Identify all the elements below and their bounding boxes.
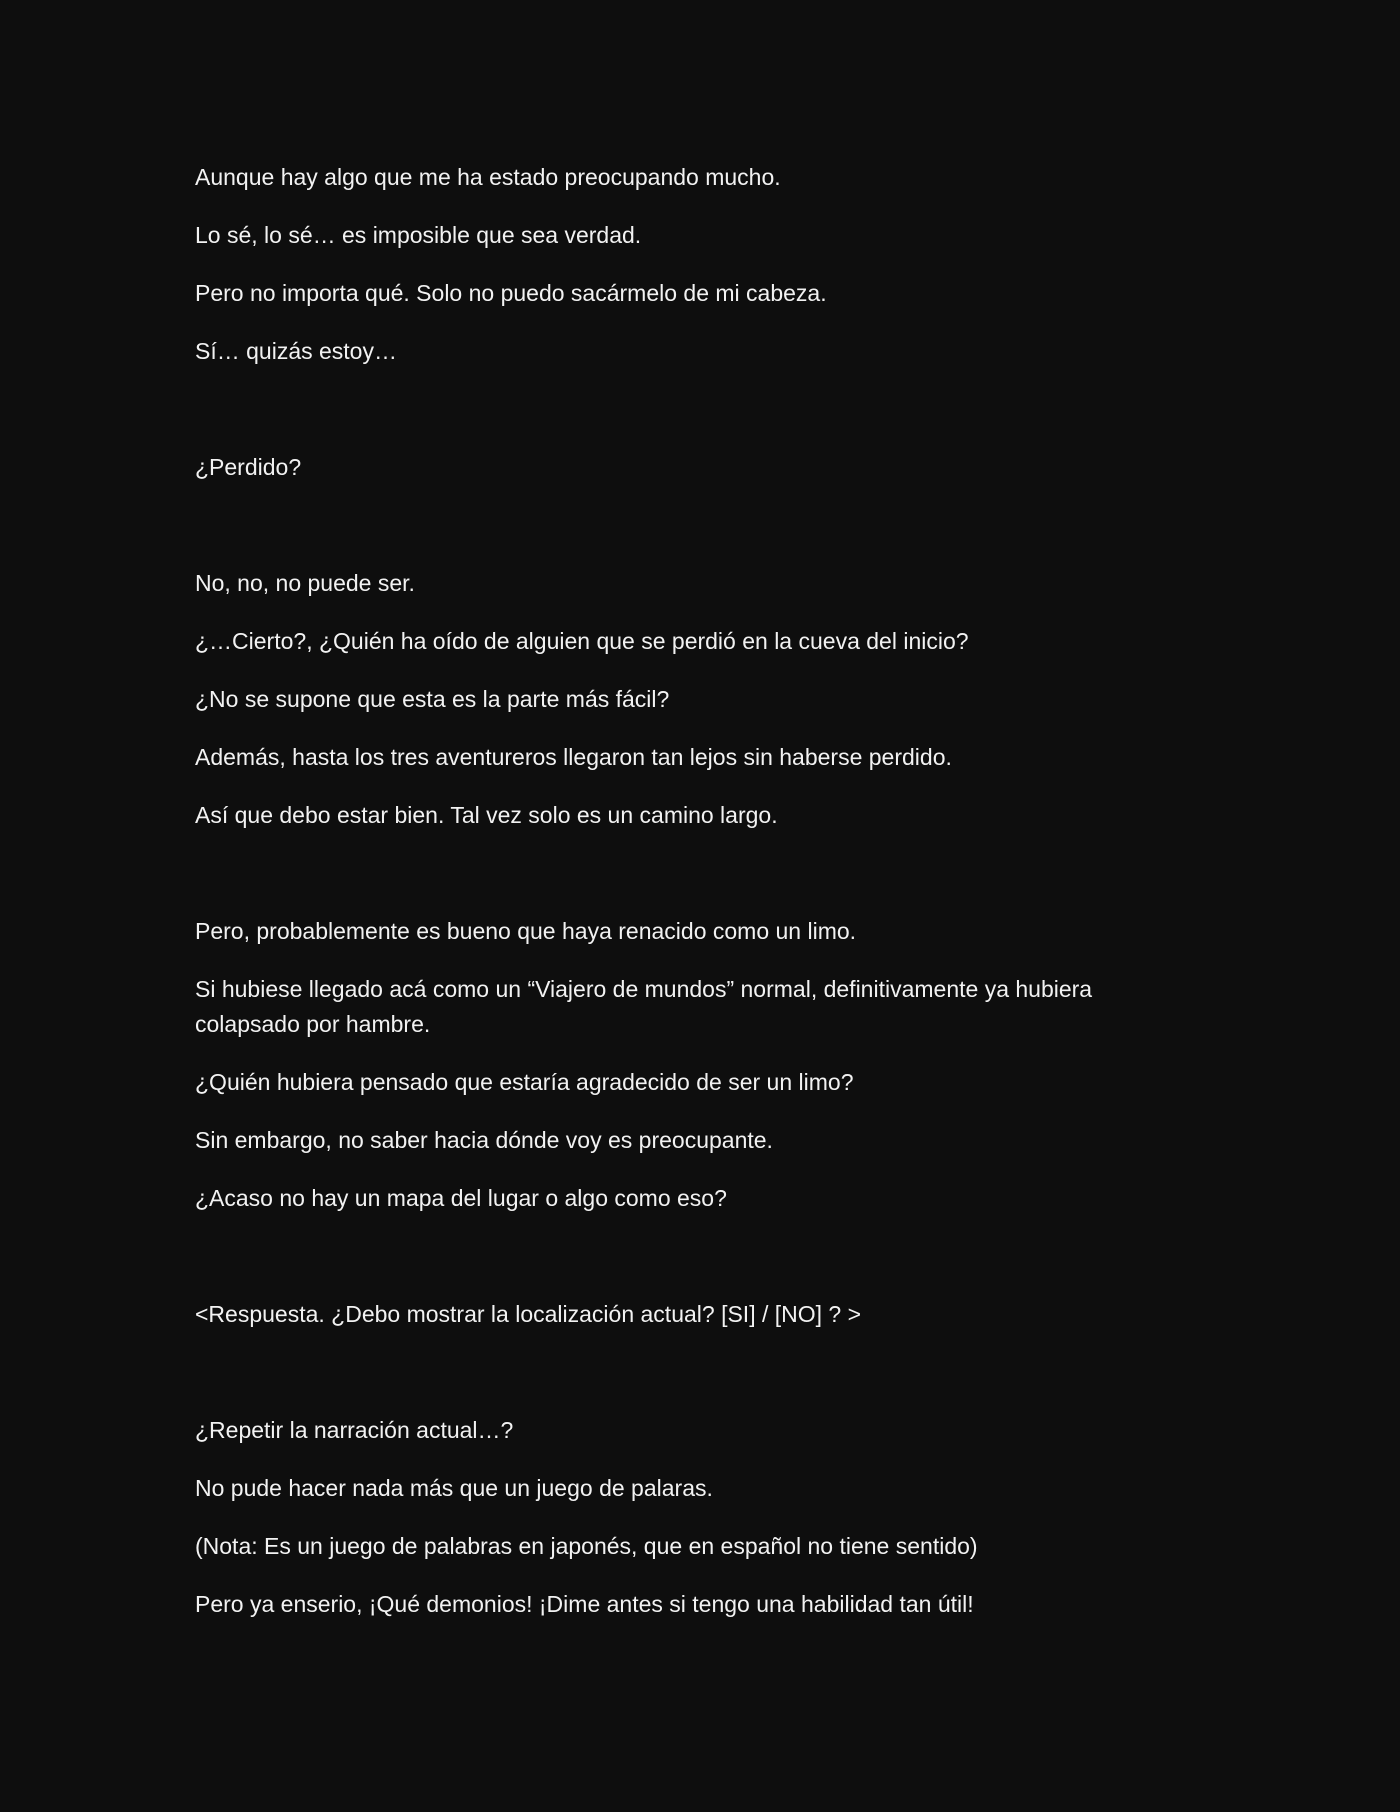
paragraph: ¿Quién hubiera pensado que estaría agradecido de ser un limo?	[195, 1069, 854, 1095]
paragraph: ¿Perdido?	[195, 454, 302, 480]
paragraph: Pero, probablemente es bueno que haya renacido como un limo.	[195, 918, 857, 944]
paragraph: No, no, no puede ser.	[195, 570, 415, 596]
paragraph: Sí… quizás estoy…	[195, 338, 397, 364]
paragraph: ¿No se supone que esta es la parte más fácil?	[195, 686, 670, 712]
paragraph: Lo sé, lo sé… es imposible que sea verdad.	[195, 222, 642, 248]
paragraph: Aunque hay algo que me ha estado preocupando mucho.	[195, 164, 781, 190]
paragraph: Pero no importa qué. Solo no puedo sacármelo de mi cabeza.	[195, 280, 827, 306]
paragraph: Así que debo estar bien. Tal vez solo es un camino largo.	[195, 802, 778, 828]
paragraph: Sin embargo, no saber hacia dónde voy es preocupante.	[195, 1127, 773, 1153]
paragraph: ¿Repetir la narración actual…?	[195, 1417, 514, 1443]
paragraph-gap	[195, 508, 1135, 566]
paragraph-gap	[195, 392, 1135, 450]
paragraph-gap	[195, 856, 1135, 914]
paragraph: No pude hacer nada más que un juego de palaras.	[195, 1475, 713, 1501]
paragraph: ¿Acaso no hay un mapa del lugar o algo como eso?	[195, 1185, 727, 1211]
document-page	[195, 160, 1135, 1645]
paragraph: ¿…Cierto?, ¿Quién ha oído de alguien que se perdió en la cueva del inicio?	[195, 628, 969, 654]
paragraph-gap	[195, 1239, 1135, 1297]
paragraph-gap	[195, 1355, 1135, 1413]
translator-note: (Nota: Es un juego de palabras en japonés, que en español no tiene sentido)	[195, 1533, 978, 1559]
system-message: <Respuesta. ¿Debo mostrar la localización actual? [SI] / [NO] ? >	[195, 1301, 862, 1327]
paragraph: Pero ya enserio, ¡Qué demonios! ¡Dime antes si tengo una habilidad tan útil!	[195, 1591, 974, 1617]
paragraph: Si hubiese llegado acá como un “Viajero de mundos” normal, definitivamente ya hubiera colapsado por hambre.	[195, 976, 1093, 1037]
paragraph: Además, hasta los tres aventureros llegaron tan lejos sin haberse perdido.	[195, 744, 952, 770]
